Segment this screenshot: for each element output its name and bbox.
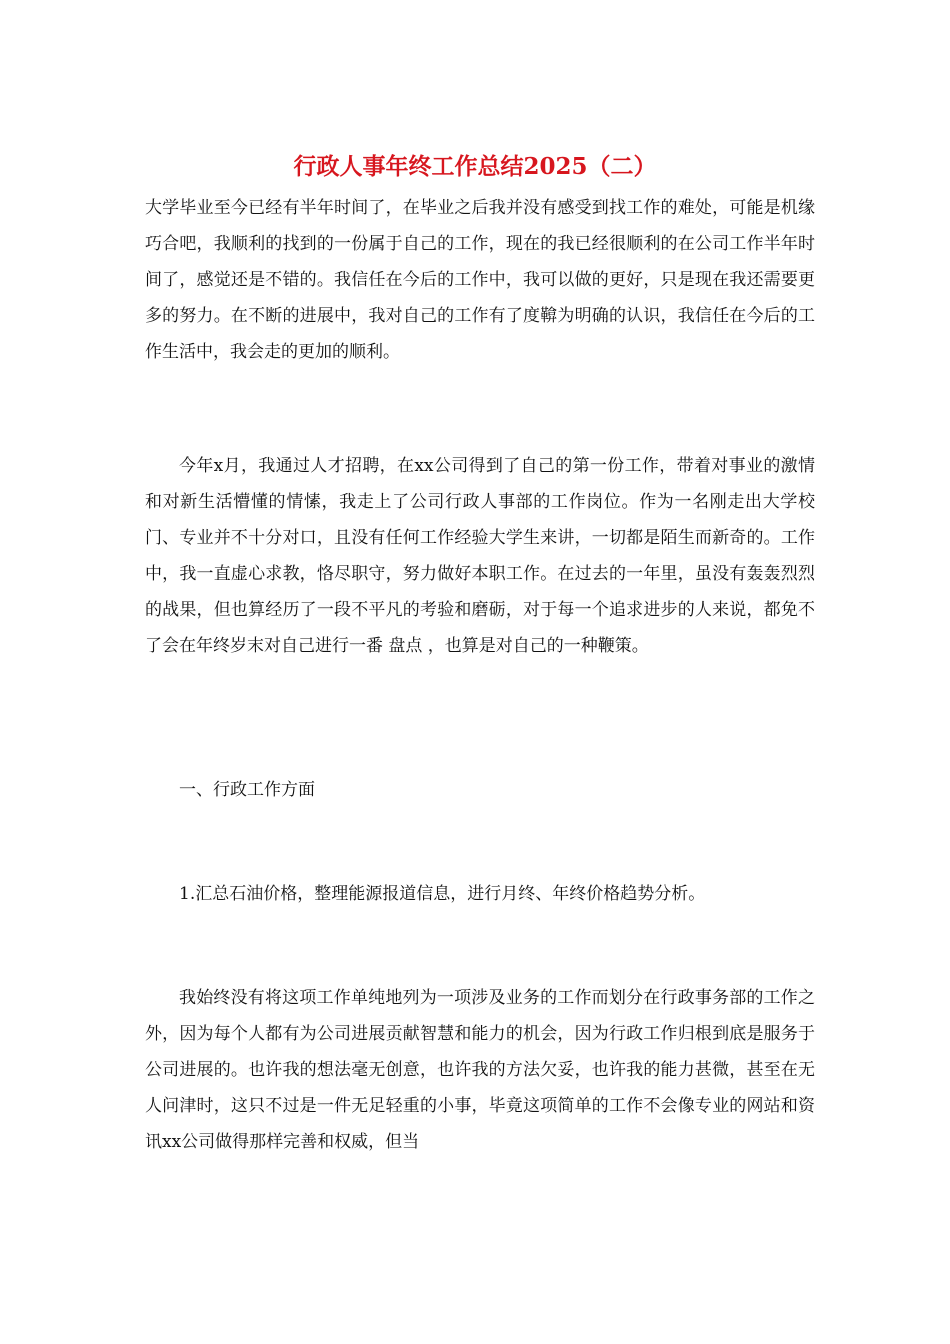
section-heading-admin-work: 一、行政工作方面 (179, 780, 315, 800)
paragraph-background: 今年x月，我通过人才招聘，在xx公司得到了自己的第一份工作，带着对事业的激情和对新生活懵懂的情愫，我走上了公司行政人事部的工作岗位。作为一名刚走出大学校门、专业并不十分对口，且没有任何工作经验大学生来讲，一切都是陌生而新奇的。工作中，我一直虚心求教，恪尽职守，努力做好本职工作。在过去的一年里，虽没有轰轰烈烈的战果，但也算经历了一段不平凡的考验和磨砺，对于每一个追求进步的人来说，都免不了会在年终岁末对自己进行一番 盘点 ，也算是对自己的一种鞭策。 (145, 456, 815, 656)
list-item-oil-price: 1.汇总石油价格，整理能源报道信息，进行月终、年终价格趋势分析。 (179, 884, 706, 904)
document-title: 行政人事年终工作总结2025（二） (293, 153, 657, 180)
paragraph-intro: 大学毕业至今已经有半年时间了，在毕业之后我并没有感受到找工作的难处，可能是机缘巧合吧，我顺利的找到的一份属于自己的工作，现在的我已经很顺利的在公司工作半年时间了，感觉还是不错的。我信任在今后的工作中，我可以做的更好，只是现在我还需要更多的努力。在不断的进展中，我对自己的工作有了度鞥为明确的认识，我信任在今后的工作生活中，我会走的更加的顺利。 (145, 198, 815, 362)
paragraph-work-detail: 我始终没有将这项工作单纯地列为一项涉及业务的工作而划分在行政事务部的工作之外，因为每个人都有为公司进展贡献智慧和能力的机会，因为行政工作归根到底是服务于公司进展的。也许我的想法毫无创意，也许我的方法欠妥，也许我的能力甚微，甚至在无人问津时，这只不过是一件无足轻重的小事，毕竟这项简单的工作不会像专业的网站和资讯xx公司做得那样完善和权威，但当 (145, 988, 815, 1152)
